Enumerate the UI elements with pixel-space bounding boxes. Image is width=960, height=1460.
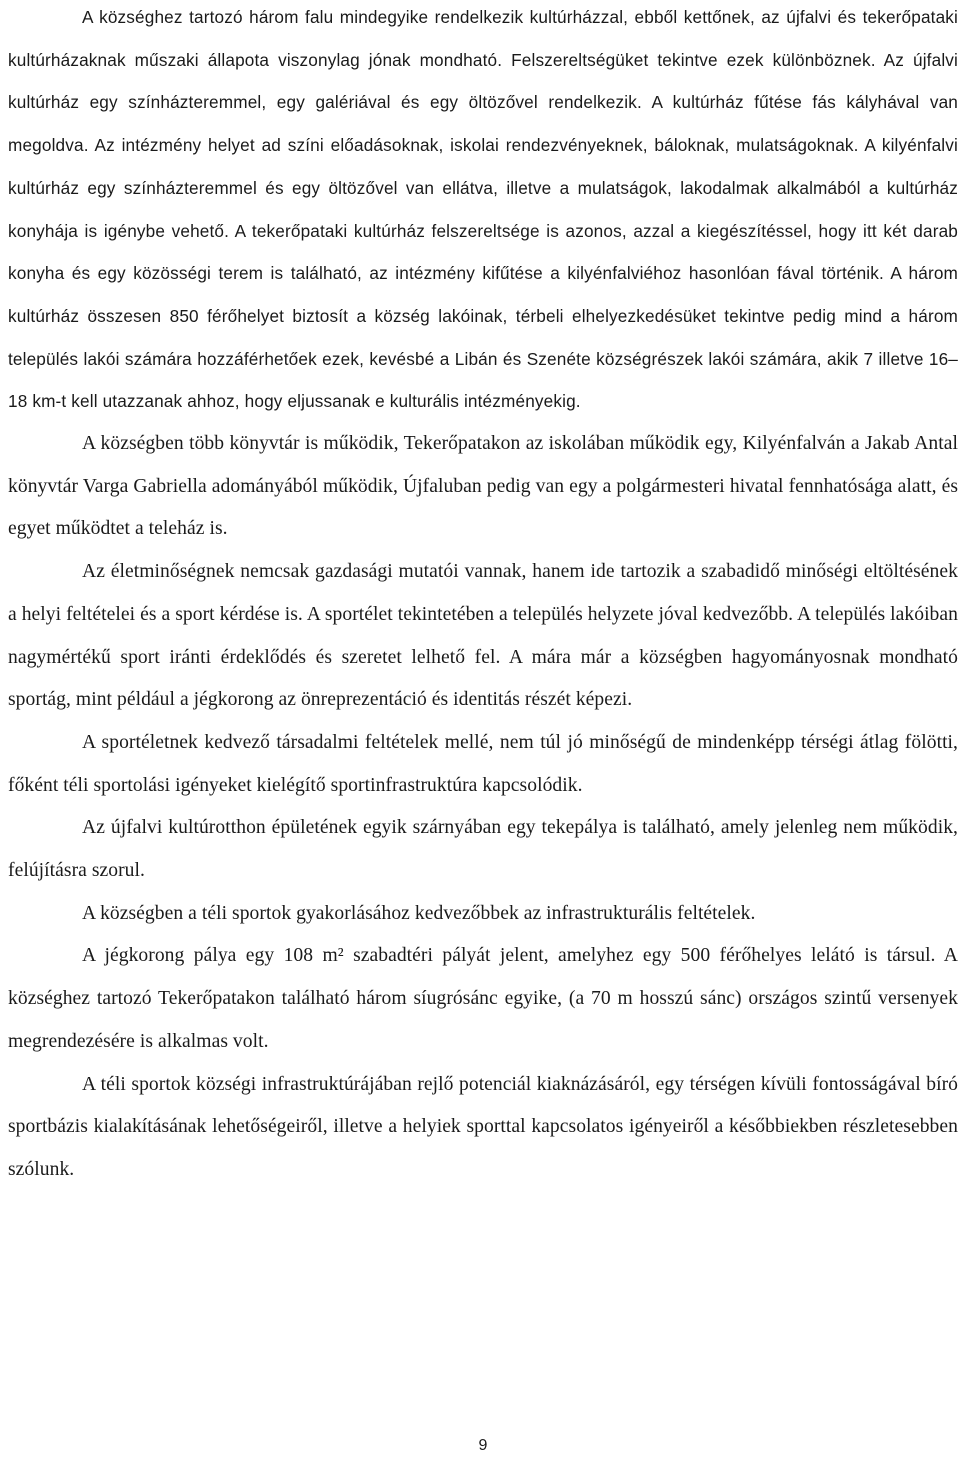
paragraph-cultural-houses: A községhez tartozó három falu mindegyike rendelkezik kultúrházzal, ebből kettőnek, az újfalvi és tekerőpataki kultúrházaknak műszaki állapota viszonylag jónak mondható. Felszereltségüket tekintve ezek különböznek. Az újfalvi kultúrház egy színházteremmel, egy galériával és egy öltözővel rendelkezik. A kultúrház fűtése fás kályhával van megoldva. Az intézmény helyet ad színi előadásoknak, iskolai rendezvényeknek, báloknak, mulatságoknak. A kilyénfalvi kultúrház egy színházteremmel és egy öltözővel van ellátva, illetve a mulatságok, lakodalmak alkalmából a kultúrház konyhája is igénybe vehető. A tekerőpataki kultúrház felszereltsége is azonos, azzal a kiegészítéssel, hogy itt két darab konyha és egy közösségi terem is található, az intézmény kifűtése a kilyénfalviéhoz hasonlóan fával történik. A három kultúrház összesen 850 férőhelyet biztosít a község lakóinak, térbeli elhelyezkedésüket tekintve pedig mind a három település lakói számára hozzáférhetőek ezek, kevésbé a Libán és Szenéte községrészek lakói számára, akik 7 illetve 16–18 km-t kell utazzanak ahhoz, hogy eljussanak e kulturális intézményekig. <box>8 7 958 412</box>
paragraph-bowling-alley: Az újfalvi kultúrotthon épületének egyik szárnyában egy tekepálya is található, amely jelenleg nem működik, felújításra szorul. <box>8 817 958 882</box>
paragraph-sport-infrastructure: A sportéletnek kedvező társadalmi feltételek mellé, nem túl jó minőségű de mindenképp térségi átlag fölötti, főként téli sportolási igényeket kielégítő sportinfrastruktúra kapcsolódik. <box>8 731 958 796</box>
document-body <box>8 0 958 1192</box>
paragraph-ice-hockey: A jégkorong pálya egy 108 m² szabadtéri pályát jelent, amelyhez egy 500 férőhelyes lelátó is társul. A községhez tartozó Tekerőpatakon található három síugrósánc egyike, (a 70 m hosszú sánc) országos szintű versenyek megrendezésére is alkalmas volt. <box>8 945 958 1052</box>
page-number: 9 <box>478 1437 488 1454</box>
paragraph-winter-sports: A községben a téli sportok gyakorlásához kedvezőbbek az infrastrukturális feltételek. <box>82 902 756 924</box>
document-page <box>8 0 958 1460</box>
paragraph-winter-sport-potential: A téli sportok községi infrastruktúrájában rejlő potenciál kiaknázásáról, egy térségen kívüli fontosságával bíró sportbázis kialakításának lehetőségeiről, illetve a helyiek sporttal kapcsolatos igényeiről a későbbiekben részletesebben szólunk. <box>8 1073 958 1180</box>
paragraph-libraries: A községben több könyvtár is működik, Tekerőpatakon az iskolában működik egy, Kilyénfalván a Jakab Antal könyvtár Varga Gabriella adományából működik, Újfaluban pedig van egy a polgármesteri hivatal fennhatósága alatt, és egyet működtet a teleház is. <box>8 433 958 540</box>
paragraph-quality-of-life: Az életminőségnek nemcsak gazdasági mutatói vannak, hanem ide tartozik a szabadidő minőségi eltöltésének a helyi feltételei és a sport kérdése is. A sportélet tekintetében a település helyzete jóval kedvezőbb. A település lakóiban nagymértékű sport iránti érdeklődés és szeretet lelhető fel. A mára már a községben hagyományosnak mondható sportág, mint például a jégkorong az önreprezentáció és identitás részét képezi. <box>8 561 958 711</box>
